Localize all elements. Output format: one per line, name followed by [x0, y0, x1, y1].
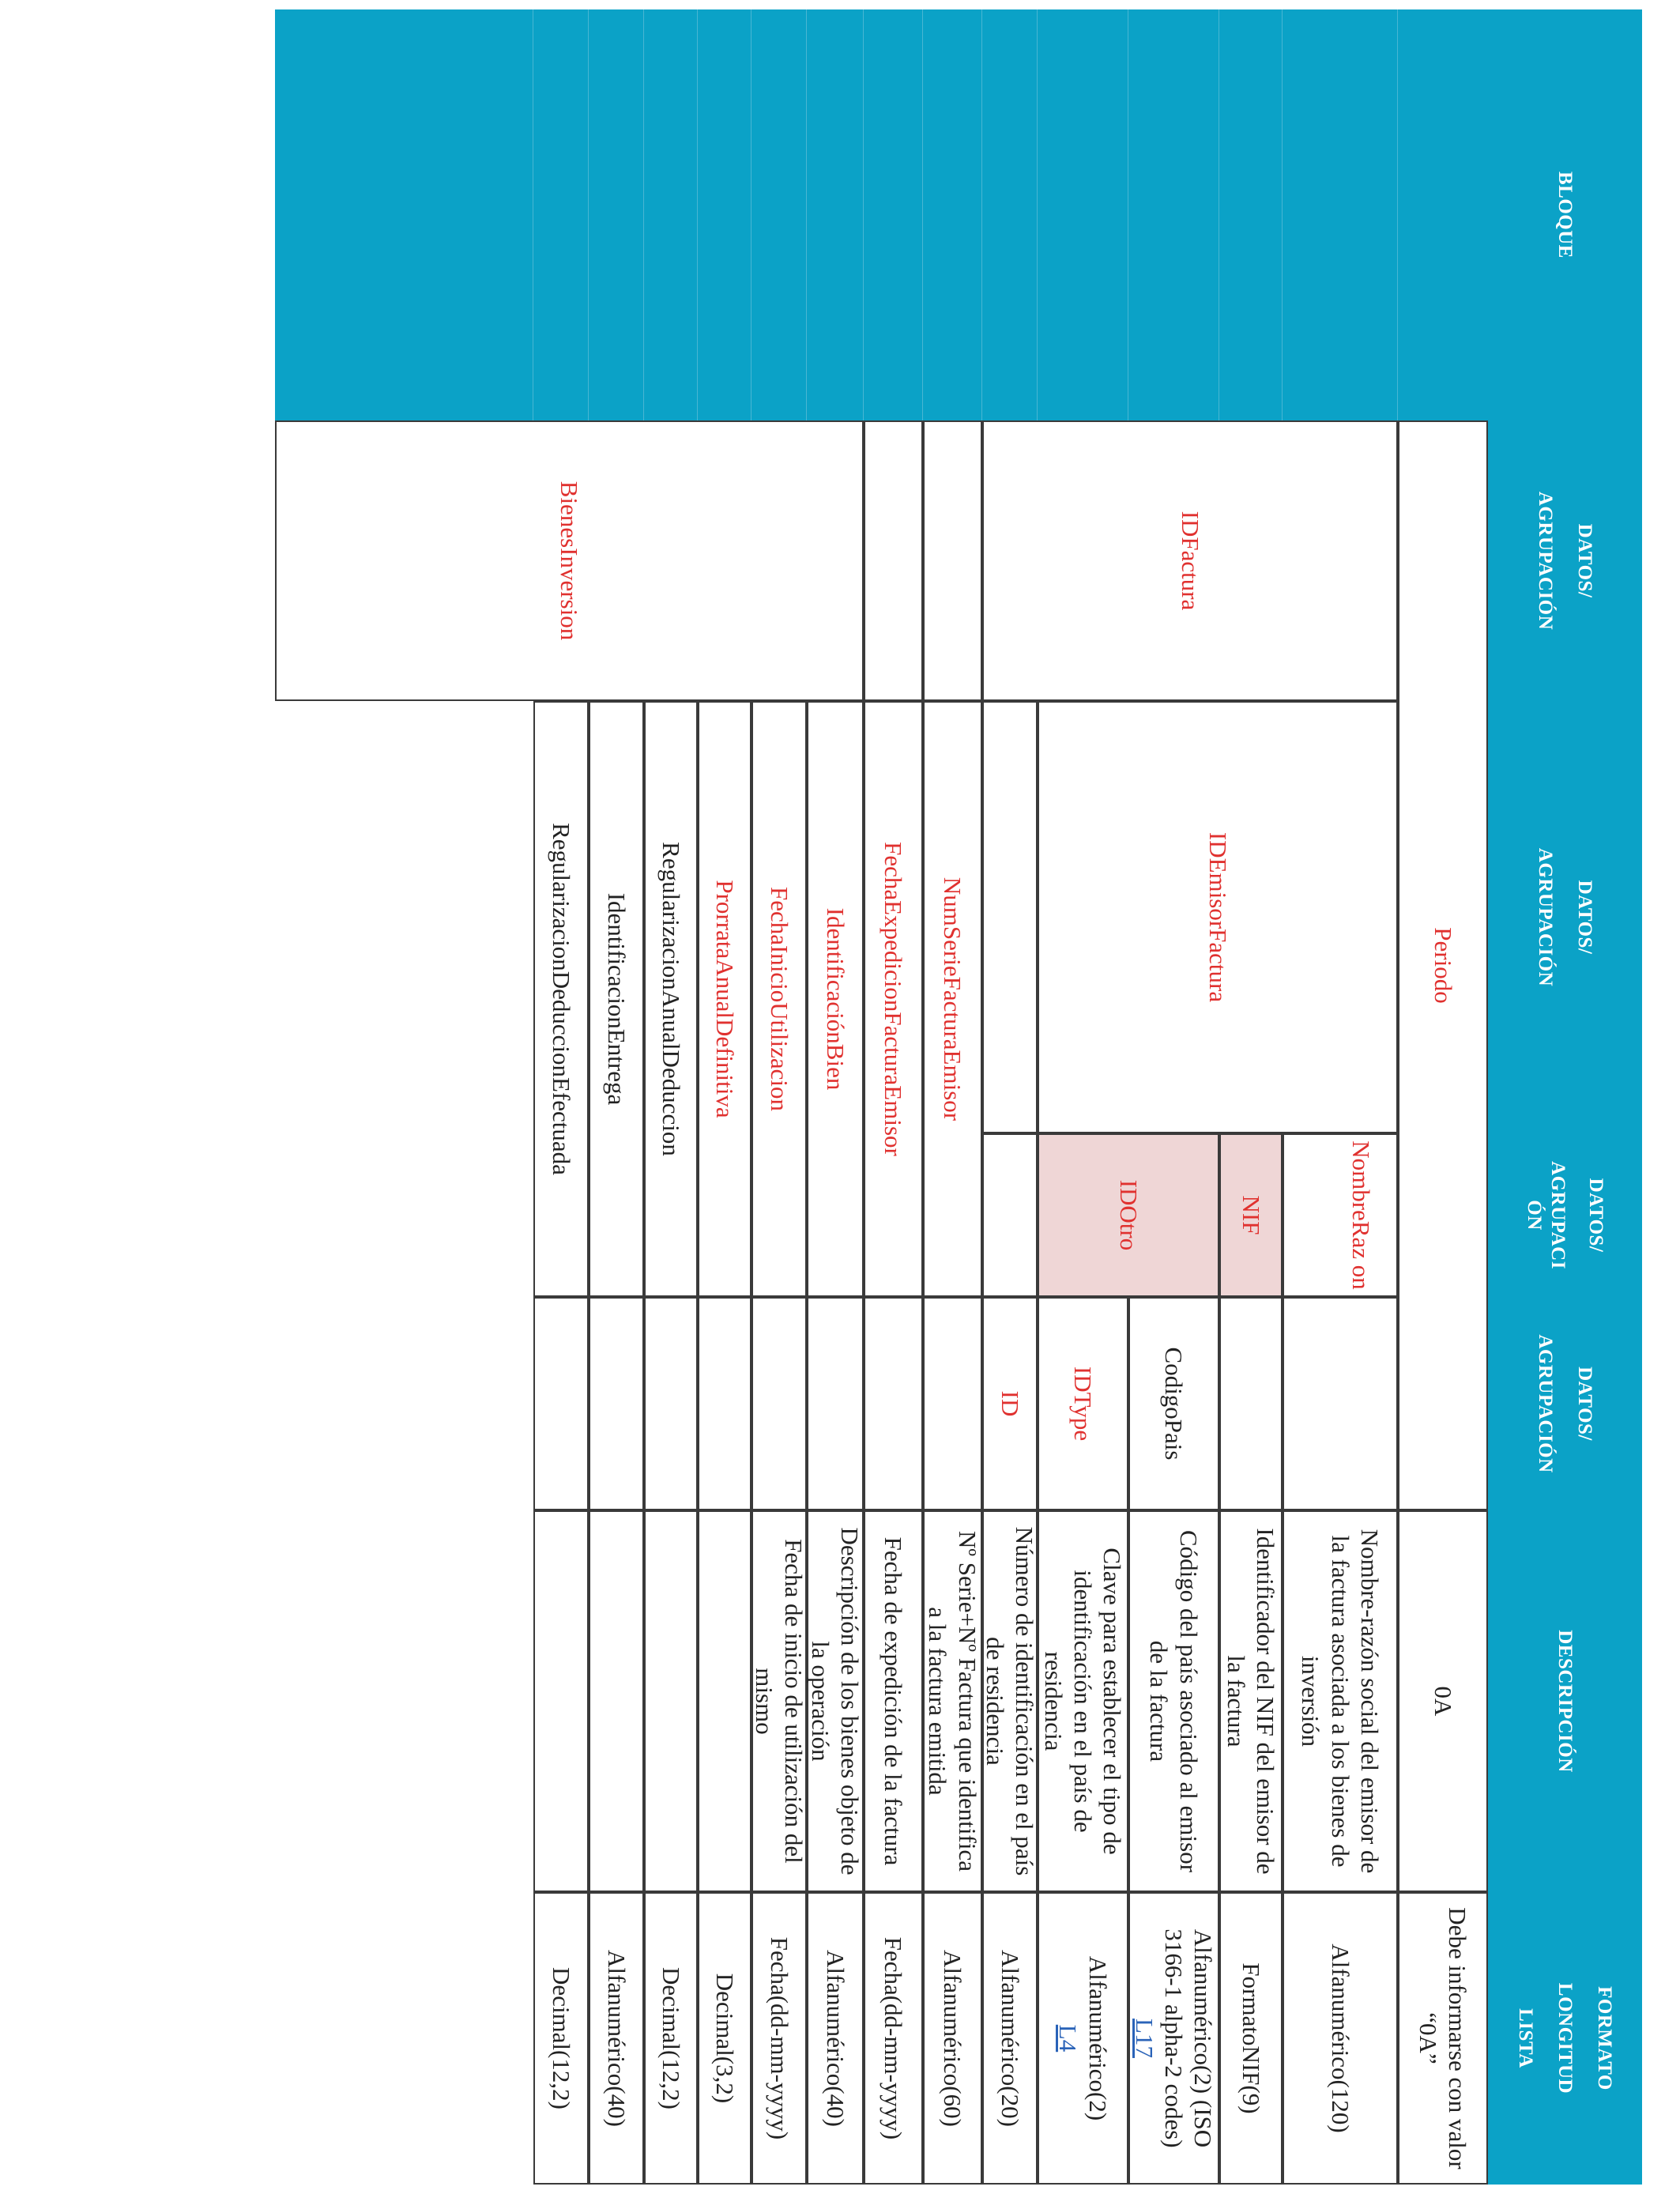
prorrata-formato: Decimal(3,2) — [710, 1973, 739, 2104]
cell-nif-formato — [1219, 1892, 1283, 2185]
row-divider — [806, 9, 807, 420]
row-divider — [922, 9, 923, 420]
cell-codigo-pais-descripcion — [1128, 1510, 1219, 1892]
cell-nombre-razon — [1283, 1133, 1398, 1297]
cell-empty — [864, 420, 923, 701]
regularizacion-anual-formato: Decimal(12,2) — [657, 1967, 685, 2109]
cell-identificacion-bien — [807, 701, 864, 1297]
fecha-inicio-formato: Fecha(dd-mm-yyyy) — [765, 1936, 793, 2140]
cell-empty — [533, 1297, 589, 1510]
cell-periodo — [1398, 420, 1488, 1510]
header-bloque-label: BLOQUE — [1554, 172, 1576, 258]
cell-codigo-pais-formato — [1128, 1892, 1219, 2185]
header-label: AGRUPACIÓN — [1535, 847, 1557, 987]
nombre-razon-descripcion: Nombre-razón social del emisor de la factura asociada a los bienes de inversión — [1297, 1529, 1384, 1874]
header-label: DATOS/ — [1574, 523, 1596, 598]
num-serie-formato: Alfanumérico(60) — [939, 1950, 967, 2127]
cell-empty — [923, 420, 982, 701]
header-label: AGRUPACIÓN — [1535, 491, 1557, 631]
identificacion-bien-descripcion: Descripción de los bienes objeto de la operación — [807, 1527, 864, 1875]
nombre-razon-label: NombreRaz on — [1347, 1140, 1375, 1290]
header-label: DATOS/ — [1585, 1178, 1607, 1253]
row-divider — [1397, 9, 1398, 420]
cell-fecha-expedicion-descripcion — [864, 1510, 923, 1892]
cell-id — [982, 1297, 1038, 1510]
cell-empty — [1283, 1297, 1398, 1510]
cell-identificacion-entrega-descripcion — [589, 1510, 644, 1892]
regularizacion-efectuada-label: RegularizacionDeduccionEfectuada — [547, 823, 575, 1175]
id-descripcion: Número de identificación en el país de residencia — [981, 1526, 1039, 1876]
cell-prorrata-descripcion — [698, 1510, 751, 1892]
cell-id-descripcion — [982, 1510, 1038, 1892]
row-divider — [643, 9, 644, 420]
cell-empty — [982, 701, 1038, 1133]
cell-id-type — [1038, 1297, 1128, 1510]
cell-id-otro — [1038, 1133, 1219, 1297]
cell-regularizacion-efectuada — [533, 701, 589, 1297]
fecha-expedicion-label: FechaExpedicionFacturaEmisor — [880, 842, 908, 1156]
header-datos-agrupacion-1 — [1488, 420, 1642, 701]
fecha-inicio-label: FechaInicioUtilizacion — [765, 886, 793, 1112]
cell-nif-descripcion — [1219, 1510, 1283, 1892]
identificacion-entrega-formato: Alfanumérico(40) — [602, 1950, 631, 2127]
cell-empty — [589, 1297, 644, 1510]
periodo-label: Periodo — [1429, 927, 1457, 1004]
cell-identificacion-bien-formato — [807, 1892, 864, 2185]
id-emisor-factura-label: IDEmisorFactura — [1203, 831, 1232, 1003]
cell-id-formato — [982, 1892, 1038, 2185]
header-datos-agrupacion-4 — [1488, 1297, 1642, 1510]
cell-regularizacion-anual-descripcion — [644, 1510, 698, 1892]
header-label: LISTA — [1515, 2008, 1537, 2068]
header-descripcion — [1488, 1510, 1642, 1892]
identificacion-bien-formato: Alfanumérico(40) — [821, 1950, 849, 2127]
id-type-formato: Alfanumérico(2) — [1083, 1955, 1112, 2121]
id-type-label: IDType — [1069, 1366, 1098, 1442]
id-formato: Alfanumérico(20) — [996, 1950, 1024, 2127]
header-formato — [1488, 1892, 1642, 2185]
cell-nombre-razon-formato — [1283, 1892, 1398, 2185]
nombre-razon-formato: Alfanumérico(120) — [1326, 1943, 1354, 2133]
bienes-inversion-label: BienesInversion — [556, 481, 584, 641]
cell-id-type-descripcion — [1038, 1510, 1128, 1892]
header-datos-agrupacion-3 — [1488, 1133, 1642, 1297]
codigo-pais-descripcion: Código del país asociado al emisor de la factura — [1145, 1529, 1203, 1873]
cell-bienes-inversion — [275, 420, 864, 701]
row-divider — [863, 9, 864, 420]
cell-empty — [1219, 1297, 1283, 1510]
cell-fecha-expedicion-formato — [864, 1892, 923, 2185]
header-label: LONGITUD — [1554, 1982, 1576, 2094]
header-label: DATOS/ — [1574, 880, 1596, 955]
header-bloque — [1488, 9, 1642, 420]
fecha-inicio-descripcion: Fecha de inicio de utilización del mismo — [751, 1539, 808, 1864]
row-divider — [697, 9, 698, 420]
cell-id-emisor-factura — [1038, 701, 1398, 1133]
cell-regularizacion-anual-formato — [644, 1892, 698, 2185]
cell-periodo-descripcion — [1398, 1510, 1488, 1892]
id-factura-label: IDFactura — [1176, 511, 1204, 611]
cell-num-serie — [923, 701, 982, 1297]
cell-regularizacion-efectuada-descripcion — [533, 1510, 589, 1892]
row-divider — [981, 9, 982, 420]
cell-periodo-formato — [1398, 1892, 1488, 2185]
nif-formato: FormatoNIF(9) — [1237, 1962, 1265, 2114]
cell-empty — [982, 1133, 1038, 1297]
cell-fecha-inicio-descripcion — [751, 1510, 807, 1892]
identificacion-entrega-label: IdentificacionEntrega — [602, 892, 631, 1106]
nif-label: NIF — [1237, 1195, 1265, 1235]
cell-empty — [807, 1297, 864, 1510]
cell-id-factura — [982, 420, 1398, 701]
cell-fecha-inicio — [751, 701, 807, 1297]
cell-id-type-formato — [1038, 1892, 1128, 2185]
header-label: DESCRIPCIÓN — [1554, 1630, 1576, 1773]
cell-identificacion-entrega — [589, 701, 644, 1297]
cell-empty — [751, 1297, 807, 1510]
rotated-table — [275, 9, 1642, 2185]
nif-descripcion: Identificador del NIF del emisor de la factura — [1222, 1528, 1280, 1875]
cell-empty — [864, 1297, 923, 1510]
cell-empty — [923, 1297, 982, 1510]
identificacion-bien-label: IdentificaciónBien — [821, 907, 849, 1091]
periodo-formato: Debe informarse con valor “0A” — [1414, 1907, 1472, 2169]
cell-empty — [698, 1297, 751, 1510]
list-link-l17[interactable]: L17 — [1130, 2019, 1158, 2058]
row-divider — [588, 9, 589, 420]
cell-num-serie-formato — [923, 1892, 982, 2185]
cell-regularizacion-efectuada-formato — [533, 1892, 589, 2185]
codigo-pais-formato: Alfanumérico(2) (ISO 3166-1 alpha-2 codes) — [1160, 1928, 1218, 2148]
regularizacion-anual-label: RegularizacionAnualDeduccion — [657, 842, 685, 1156]
cell-codigo-pais — [1128, 1297, 1219, 1510]
id-label: ID — [996, 1390, 1024, 1417]
cell-identificacion-bien-descripcion — [807, 1510, 864, 1892]
num-serie-descripcion: Nº Serie+Nº Factura que identifica a la factura emitida — [924, 1531, 981, 1872]
cell-prorrata — [698, 701, 751, 1297]
periodo-descripcion: 0A — [1429, 1686, 1457, 1717]
cell-identificacion-entrega-formato — [589, 1892, 644, 2185]
fecha-expedicion-formato: Fecha(dd-mm-yyyy) — [880, 1936, 908, 2140]
header-label: ÓN — [1524, 1200, 1546, 1231]
row-divider — [1282, 9, 1283, 420]
header-label: DATOS/ — [1574, 1367, 1596, 1441]
regularizacion-efectuada-formato: Decimal(12,2) — [547, 1967, 575, 2109]
id-type-descripcion: Clave para establecer el tipo de identificación en el país de residencia — [1039, 1547, 1127, 1855]
cell-num-serie-descripcion — [923, 1510, 982, 1892]
cell-empty — [644, 1297, 698, 1510]
header-datos-agrupacion-2 — [1488, 701, 1642, 1133]
cell-nif — [1219, 1133, 1283, 1297]
cell-prorrata-formato — [698, 1892, 751, 2185]
codigo-pais-label: CodigoPais — [1160, 1347, 1188, 1461]
prorrata-label: ProrrataAnualDefinitiva — [710, 880, 739, 1118]
header-label: FORMATO — [1594, 1986, 1616, 2090]
header-label: AGRUPACI — [1547, 1161, 1569, 1269]
fecha-expedicion-descripcion: Fecha de expedición de la factura — [880, 1536, 908, 1866]
row-divider — [1037, 9, 1038, 420]
cell-nombre-razon-descripcion — [1283, 1510, 1398, 1892]
cell-fecha-inicio-formato — [751, 1892, 807, 2185]
bloque-column — [275, 9, 1488, 420]
id-otro-label: IDOtro — [1114, 1179, 1143, 1251]
cell-fecha-expedicion — [864, 701, 923, 1297]
header-label: AGRUPACIÓN — [1535, 1334, 1557, 1473]
list-link-l4[interactable]: L4 — [1054, 2024, 1083, 2053]
cell-regularizacion-anual — [644, 701, 698, 1297]
num-serie-label: NumSerieFacturaEmisor — [939, 876, 967, 1122]
